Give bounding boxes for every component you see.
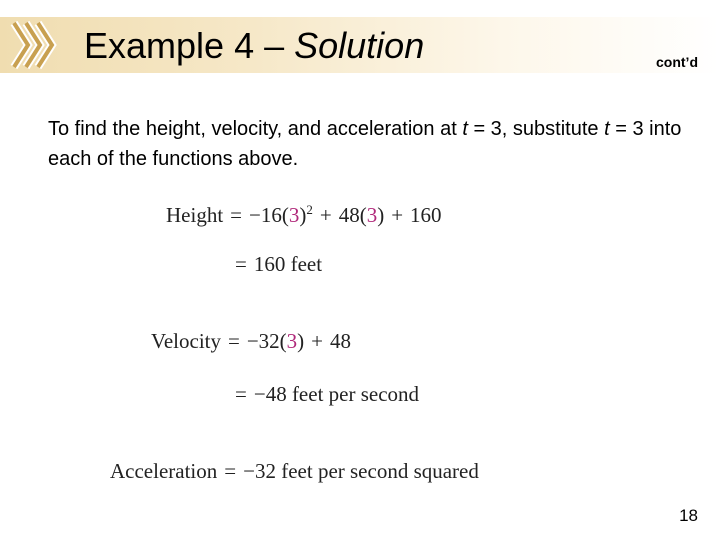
substituted-value: 3	[286, 329, 298, 353]
velocity-result	[235, 382, 419, 407]
intro-paragraph	[48, 114, 688, 174]
paren: )	[299, 203, 307, 227]
intro-text: = 3, substitute	[467, 118, 605, 140]
equals-sign: =	[227, 329, 240, 353]
paren: (	[279, 329, 287, 353]
height-label: Height	[166, 203, 224, 227]
equals-sign: =	[224, 459, 237, 483]
plus-sign: +	[391, 203, 404, 227]
result-value: 48 feet per second	[265, 382, 420, 406]
velocity-equation	[151, 329, 351, 354]
acceleration-equation	[110, 459, 479, 484]
velocity-label: Velocity	[151, 329, 221, 353]
minus-sign: −	[243, 459, 255, 483]
minus-sign: −	[246, 329, 259, 353]
result-value: 160 feet	[253, 252, 323, 276]
coefficient: 32	[258, 329, 280, 353]
minus-sign: −	[249, 203, 261, 227]
plus-sign: +	[319, 203, 332, 227]
height-equation	[166, 202, 442, 228]
constant: 160	[410, 203, 442, 227]
equals-sign: =	[235, 382, 247, 406]
exponent: 2	[306, 202, 313, 217]
paren: )	[377, 203, 385, 227]
substituted-value: 3	[288, 203, 300, 227]
substituted-value: 3	[366, 203, 378, 227]
acceleration-label: Acceleration	[110, 459, 218, 483]
paren: (	[359, 203, 367, 227]
height-result	[235, 252, 322, 277]
page-title	[84, 24, 424, 68]
plus-sign: +	[311, 329, 324, 353]
chevron-right-icon	[8, 17, 60, 73]
intro-text: To find the height, velocity, and acceleration at	[48, 118, 463, 140]
equals-sign: =	[230, 203, 242, 227]
title-main: Example 4 –	[84, 25, 295, 66]
constant: 48	[330, 329, 352, 353]
minus-sign: −	[253, 382, 266, 406]
intro-text: = 3 into each of the functions above.	[48, 118, 682, 170]
coefficient: 16	[260, 203, 282, 227]
title-italic: Solution	[294, 25, 425, 66]
equals-sign: =	[235, 252, 247, 276]
coefficient: 48	[338, 203, 360, 227]
continued-label: cont’d	[656, 54, 698, 70]
intro-variable: t	[604, 118, 610, 140]
result-value: 32 feet per second squared	[254, 459, 479, 483]
intro-variable: t	[462, 118, 468, 140]
paren: (	[281, 203, 289, 227]
paren: )	[297, 329, 305, 353]
page-number: 18	[679, 506, 698, 525]
